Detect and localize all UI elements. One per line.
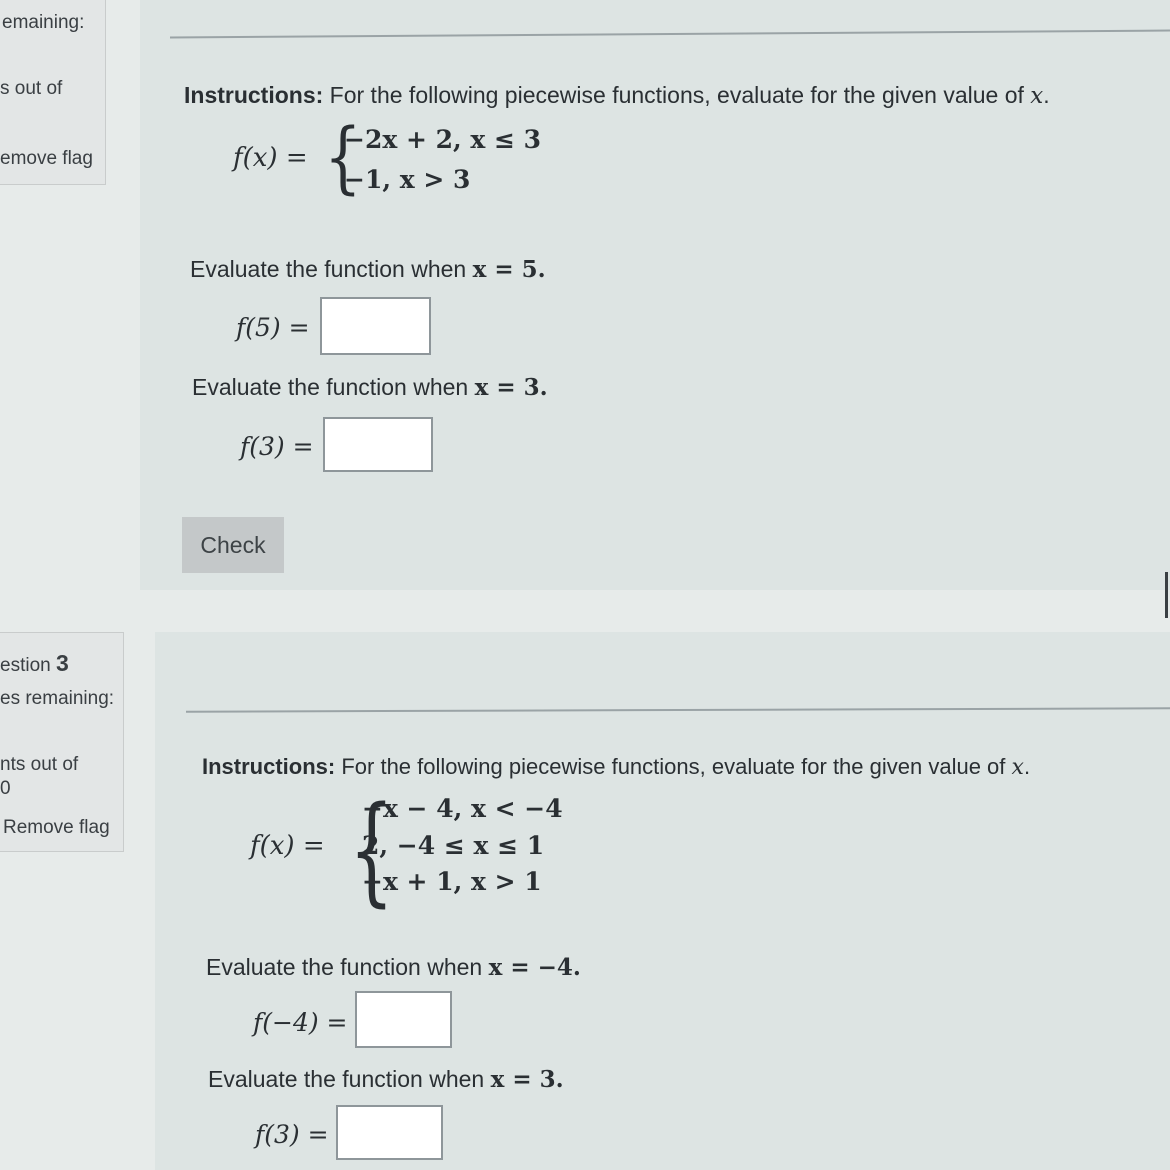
prompt-value: x = 3. [490, 1066, 564, 1093]
question-2-instructions [184, 82, 1050, 109]
check-button[interactable]: Check [182, 517, 284, 573]
prompt-value: x = 5. [472, 256, 546, 283]
answer-2-input[interactable] [323, 417, 433, 472]
prompt-value: x = −4. [488, 954, 581, 981]
points-value: 0 [0, 778, 11, 799]
instructions-label: Instructions: [202, 754, 336, 779]
function-label: f(x) = [233, 143, 308, 173]
scrollbar-marker[interactable] [1165, 572, 1168, 618]
instructions-variable: x [1011, 755, 1024, 780]
answer-2-input[interactable] [336, 1105, 443, 1160]
question-3-prompt-1 [206, 954, 581, 981]
answer-2-label: f(3) = [240, 432, 314, 461]
instructions-end: . [1043, 82, 1050, 108]
instructions-text: For the following piecewise functions, evaluate for the given value of [323, 82, 1031, 108]
remove-flag-link[interactable]: emove flag [0, 148, 93, 169]
answer-2-label: f(3) = [255, 1120, 329, 1149]
piece-1: −x − 4, x < −4 [362, 794, 563, 823]
left-brace-icon: { [349, 780, 395, 918]
function-label: f(x) = [250, 831, 325, 861]
instructions-text: For the following piecewise functions, evaluate for the given value of [335, 754, 1012, 779]
remove-flag-link[interactable]: Remove flag [3, 817, 110, 838]
points-label: nts out of [0, 754, 79, 775]
question-number: 3 [55, 650, 69, 676]
instructions-variable: x [1030, 83, 1044, 109]
piece-1: −2x + 2, x ≤ 3 [344, 125, 542, 154]
instructions-end: . [1023, 754, 1031, 779]
left-brace-icon: { [324, 113, 362, 203]
prompt-value: x = 3. [474, 374, 548, 401]
piece-3: −x + 1, x > 1 [362, 867, 542, 896]
answer-1-label: f(5) = [236, 313, 310, 342]
answer-1-input[interactable] [355, 991, 452, 1048]
piece-2: −1, x > 3 [344, 165, 471, 194]
question-prefix: estion [0, 655, 51, 676]
tries-remaining-label: es remaining: [0, 688, 115, 709]
prompt-text: Evaluate the function when [192, 374, 475, 400]
question-2-prompt-2 [192, 374, 548, 401]
prompt-text: Evaluate the function when [190, 256, 473, 282]
prompt-text: Evaluate the function when [208, 1066, 491, 1092]
question-3-prompt-2 [208, 1066, 564, 1093]
question-3-instructions [202, 754, 1030, 780]
answer-1-label: f(−4) = [253, 1008, 348, 1037]
piece-2: 2, −4 ≤ x ≤ 1 [362, 831, 545, 860]
questions-remaining-label: emaining: [2, 12, 85, 33]
answer-1-input[interactable] [320, 297, 431, 355]
prompt-text: Evaluate the function when [206, 954, 489, 980]
points-label: s out of [0, 78, 63, 99]
question-2-prompt-1 [190, 256, 546, 283]
instructions-label: Instructions: [184, 82, 324, 108]
question-number-label [0, 650, 69, 677]
